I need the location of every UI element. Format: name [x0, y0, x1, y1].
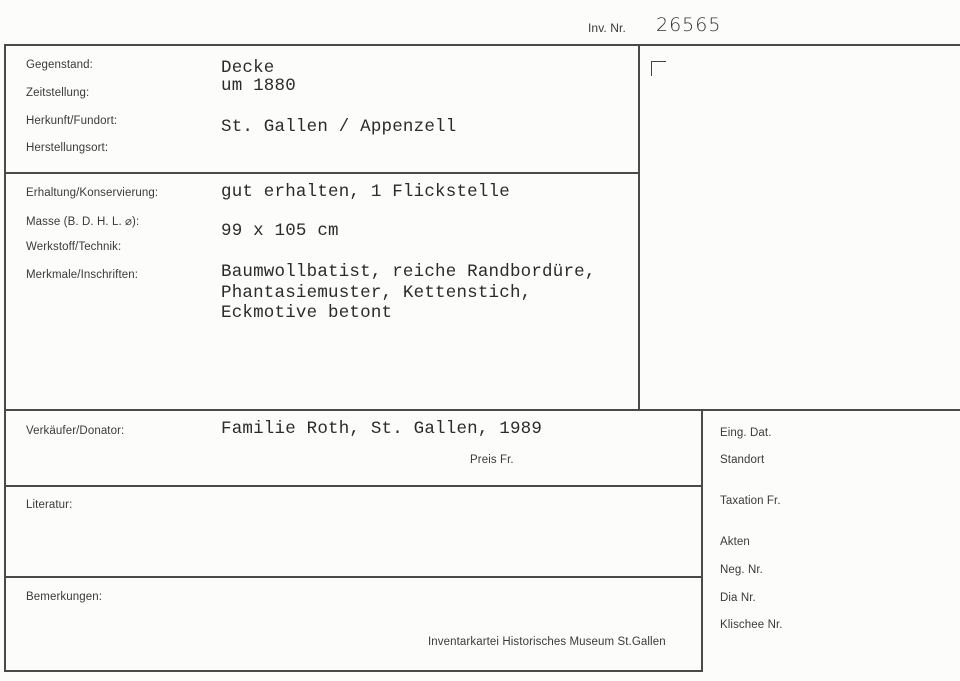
value-merkmale-2: Phantasiemuster, Kettenstich,	[221, 283, 532, 303]
label-merkmale: Merkmale/Inschriften:	[26, 269, 139, 281]
rule-section1	[4, 172, 639, 174]
label-verkaeufer: Verkäufer/Donator:	[26, 425, 125, 437]
label-werkstoff: Werkstoff/Technik:	[26, 241, 122, 253]
label-herstellungsort: Herstellungsort:	[26, 142, 109, 154]
label-bemerkungen: Bemerkungen:	[26, 591, 102, 603]
label-standort: Standort	[720, 454, 765, 466]
corner-mark	[651, 61, 666, 76]
value-erhaltung: gut erhalten, 1 Flickstelle	[221, 182, 510, 202]
label-literatur: Literatur:	[26, 499, 73, 511]
value-herkunft: St. Gallen / Appenzell	[221, 117, 457, 137]
rule-section3	[4, 485, 702, 487]
rule-left	[4, 44, 6, 672]
footer-text: Inventarkartei Historisches Museum St.Gallen	[428, 636, 666, 648]
label-akten: Akten	[720, 536, 750, 548]
value-merkmale-3: Eckmotive betont	[221, 303, 393, 323]
value-gegenstand: Decke	[221, 58, 275, 78]
rule-section4	[4, 576, 702, 578]
rule-bottom	[4, 670, 702, 672]
inv-nr-value: 26565	[656, 14, 722, 36]
label-taxation: Taxation Fr.	[720, 495, 781, 507]
value-masse: 99 x 105 cm	[221, 221, 339, 241]
label-dia-nr: Dia Nr.	[720, 592, 756, 604]
label-zeitstellung: Zeitstellung:	[26, 87, 90, 99]
label-neg-nr: Neg. Nr.	[720, 564, 763, 576]
label-erhaltung: Erhaltung/Konservierung:	[26, 187, 159, 199]
rule-mid-upper	[638, 44, 640, 411]
value-merkmale-1: Baumwollbatist, reiche Randbordüre,	[221, 262, 596, 282]
label-masse: Masse (B. D. H. L. ⌀):	[26, 216, 140, 228]
value-zeitstellung: um 1880	[221, 76, 296, 96]
rule-top	[4, 44, 960, 46]
value-verkaeufer: Familie Roth, St. Gallen, 1989	[221, 419, 543, 439]
label-eing-dat: Eing. Dat.	[720, 427, 772, 439]
rule-mid-lower	[701, 409, 703, 672]
label-gegenstand: Gegenstand:	[26, 59, 93, 71]
label-herkunft: Herkunft/Fundort:	[26, 115, 118, 127]
label-klischee-nr: Klischee Nr.	[720, 619, 783, 631]
label-preis: Preis Fr.	[470, 454, 514, 466]
rule-section2	[4, 409, 960, 411]
inv-nr-label: Inv. Nr.	[588, 21, 626, 35]
